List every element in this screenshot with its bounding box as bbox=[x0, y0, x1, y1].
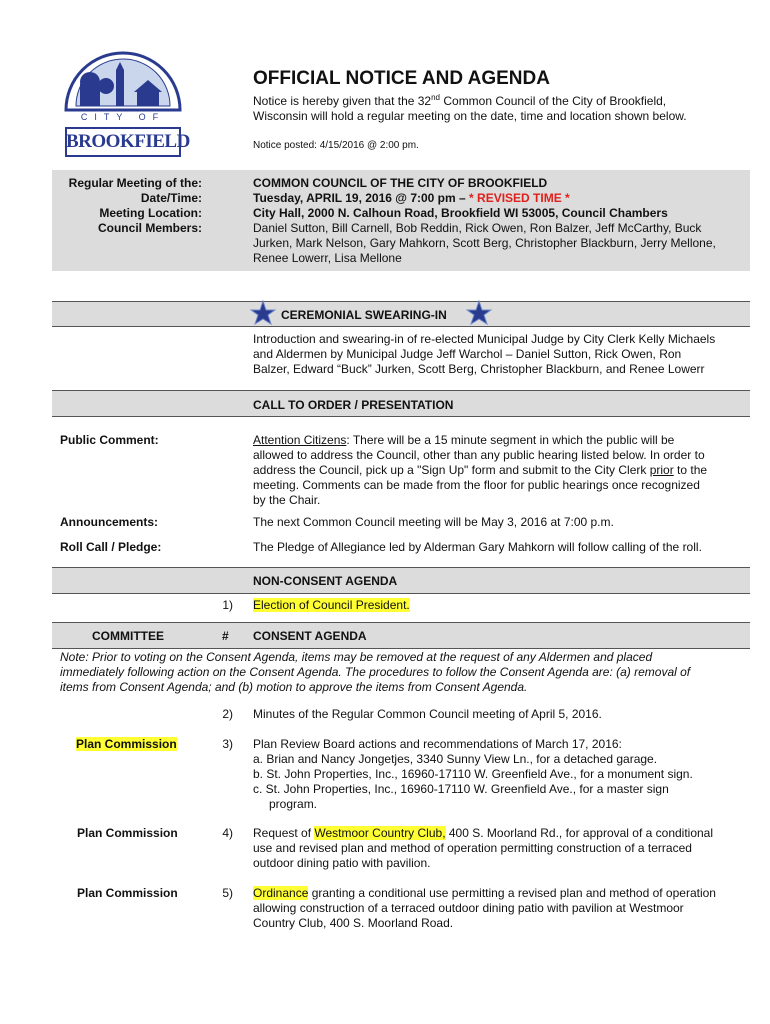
agenda-item-number: 4) bbox=[222, 826, 233, 840]
divider bbox=[52, 326, 750, 327]
divider bbox=[52, 593, 750, 594]
public-comment-label: Public Comment: bbox=[60, 433, 159, 447]
logo-name: BROOKFIELD bbox=[66, 131, 190, 152]
agenda-item-number: 1) bbox=[222, 598, 233, 612]
column-committee: COMMITTEE bbox=[92, 629, 164, 643]
agenda-item-text: Request of Westmoor Country Club, 400 S. Moorland Rd., for approval of a conditional use and revised plan and method of operation permitting construction of a terraced outdoor dining patio with pavilion. bbox=[253, 826, 714, 870]
notice-posted: Notice posted: 4/15/2016 @ 2:00 pm. bbox=[253, 140, 419, 151]
page-title: OFFICIAL NOTICE AND AGENDA bbox=[253, 68, 550, 89]
council-members: Daniel Sutton, Bill Carnell, Bob Reddin, Rick Owen, Ron Balzer, Jeff McCarthy, Buck Jurken, Mark Nelson, Gary Mahkorn, Scott Berg, Christopher Blackburn, Jerry Mellone, Renee Lowerr, Lisa Mellone bbox=[253, 221, 716, 265]
ceremonial-heading: CEREMONIAL SWEARING-IN bbox=[281, 308, 447, 322]
meeting-location: City Hall, 2000 N. Calhoun Road, Brookfield WI 53005, Council Chambers bbox=[253, 206, 668, 220]
meeting-date-time: Tuesday, APRIL 19, 2016 @ 7:00 pm – * REVISED TIME * bbox=[253, 191, 570, 205]
committee-name: Plan Commission bbox=[77, 826, 178, 840]
meeting-body: COMMON COUNCIL OF THE CITY OF BROOKFIELD bbox=[253, 176, 548, 190]
non-consent-heading: NON-CONSENT AGENDA bbox=[253, 574, 398, 588]
non-consent-bar bbox=[52, 568, 750, 593]
star-icon bbox=[250, 300, 276, 329]
call-to-order-heading: CALL TO ORDER / PRESENTATION bbox=[253, 398, 454, 412]
meeting-labels: Regular Meeting of the: Date/Time: Meeting Location: Council Members: bbox=[68, 176, 202, 235]
column-number: # bbox=[222, 629, 229, 643]
committee-name: Plan Commission bbox=[76, 737, 177, 751]
star-icon bbox=[466, 300, 492, 329]
agenda-item-text: Ordinance granting a conditional use permitting a revised plan and method of operation allowing construction of a terraced outdoor dining patio with pavilion at Westmoor Country Club, 400 S. Moorland Road. bbox=[253, 886, 716, 930]
rollcall-text: The Pledge of Allegiance led by Alderman Gary Mahkorn will follow calling of the roll. bbox=[253, 540, 702, 554]
divider bbox=[52, 416, 750, 417]
meeting-details bbox=[253, 176, 748, 266]
public-comment-text: Attention Citizens: There will be a 15 minute segment in which the public will be allowed to address the Council, other than any public hearing listed below. In order to address the Council, pick up a "Sign Up" form and submit to the City Clerk prior to the meeting. Comments can be made from the floor for public hearings once recognized by the Chair. bbox=[253, 433, 708, 507]
announcements-label: Announcements: bbox=[60, 515, 159, 529]
agenda-item-number: 2) bbox=[222, 707, 233, 721]
divider bbox=[52, 648, 750, 649]
city-logo bbox=[62, 48, 190, 158]
ceremonial-text: Introduction and swearing-in of re-elected Municipal Judge by City Clerk Kelly Michaels and Aldermen by Municipal Judge Jeff Warchol – Daniel Sutton, Rick Owen, Ron Balzer, Edward “Buck” Jurken, Scott Berg, Christopher Blackburn, and Renee Lowerr bbox=[253, 332, 716, 376]
agenda-item-number: 5) bbox=[222, 886, 233, 900]
committee-name: Plan Commission bbox=[77, 886, 178, 900]
announcements-text: The next Common Council meeting will be May 3, 2016 at 7:00 p.m. bbox=[253, 515, 614, 529]
consent-note: Note: Prior to voting on the Consent Agenda, items may be removed at the request of any Aldermen and placed immediately following action on the Consent Agenda. The procedures to follow the Consent Agenda are: (a) removal of items from Consent Agenda; and (b) motion to approve the items from Consent Agenda. bbox=[60, 650, 691, 694]
agenda-item-text: Minutes of the Regular Common Council meeting of April 5, 2016. bbox=[253, 707, 602, 721]
logo-city-of: CITY OF bbox=[80, 112, 166, 122]
notice-text: Notice is hereby given that the 32nd Common Council of the City of Brookfield, Wisconsin will hold a regular meeting on the date, time and location shown below. bbox=[253, 93, 687, 123]
agenda-item-text: Plan Review Board actions and recommendations of March 17, 2016: a. Brian and Nancy Jongetjes, 3340 Sunny View Ln., for a detached garage. b. St. John Properties, Inc., 16960-17110 W. Greenfield Ave., for a monument sign. c. St. John Properties, Inc., 16960-17110 W. Greenfield Ave., for a master sign program. bbox=[253, 737, 693, 811]
consent-heading: CONSENT AGENDA bbox=[253, 629, 367, 643]
agenda-item-number: 3) bbox=[222, 737, 233, 751]
rollcall-label: Roll Call / Pledge: bbox=[60, 540, 162, 554]
revised-time-badge: * REVISED TIME * bbox=[469, 191, 570, 205]
agenda-item-text: Election of Council President. bbox=[253, 598, 410, 612]
